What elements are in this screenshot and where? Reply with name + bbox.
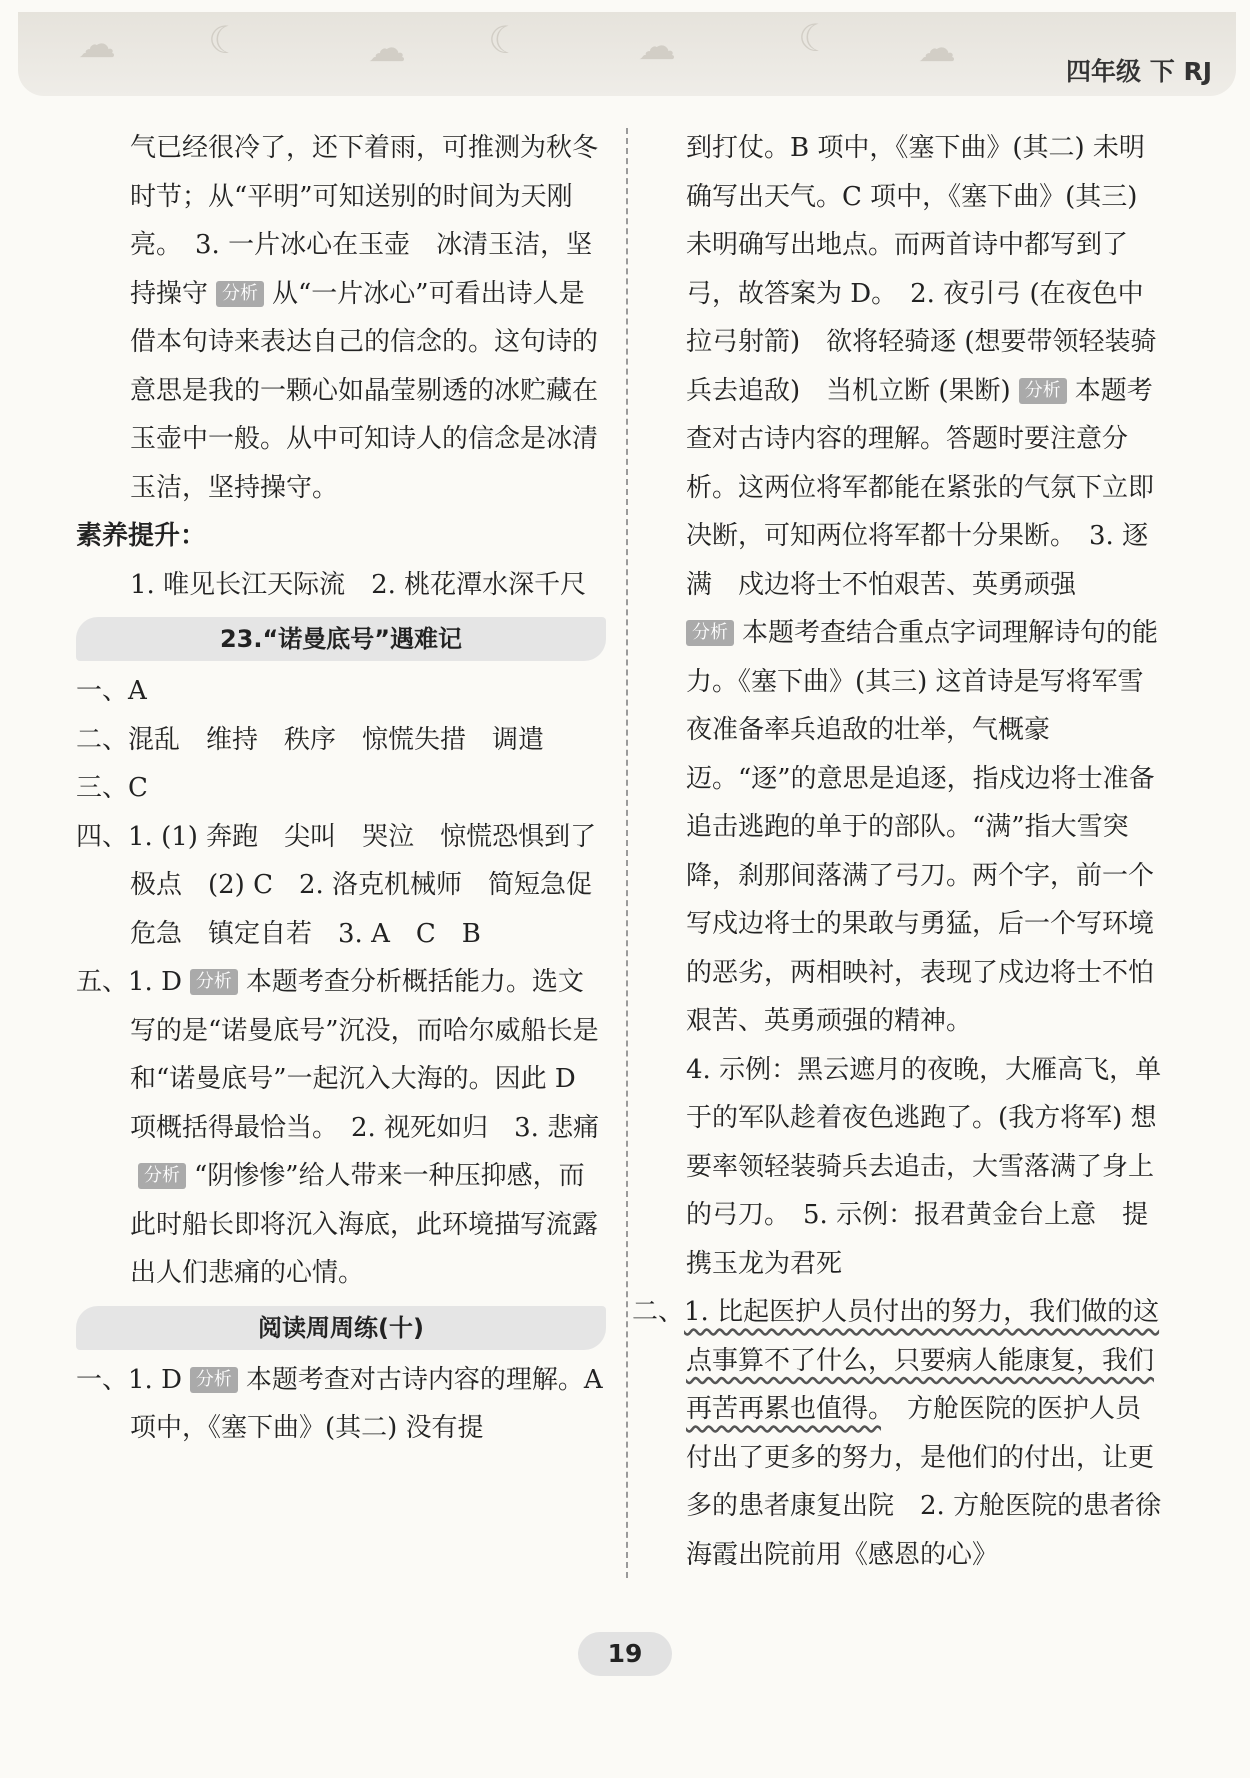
section-title: 23.“诺曼底号”遇难记 (76, 617, 606, 661)
grade-label: 四年级 下 RJ (1066, 57, 1212, 86)
answer-text: 五、1. D (76, 967, 182, 997)
cloud-icon: ☁ (638, 24, 676, 68)
analysis-tag: 分析 (1019, 378, 1067, 404)
analysis-text: 从“一片冰心”可看出诗人是借本句诗来表达自己的信念的。这句诗的意思是我的一颗心如晶莹剔透的冰贮藏在玉壶中一般。从中可知诗人的信念是冰清玉洁，坚持操守。 (130, 278, 599, 503)
analysis-text: 本题考查对古诗内容的理解。答题时要注意分析。这两位将军都能在紧张的气氛下立即决断，可知两位将军都十分果断。 3. 逐 满 戍边将士不怕艰苦、英勇顽强 (686, 375, 1175, 600)
answer-paragraph (76, 958, 606, 1298)
moon-icon: ☾ (208, 18, 243, 62)
analysis-tag: 分析 (190, 969, 238, 995)
left-column (76, 124, 619, 1453)
answer-paragraph (686, 124, 1175, 609)
moon-icon: ☾ (488, 18, 523, 62)
page-header (18, 12, 1236, 96)
answer-paragraph (76, 124, 606, 512)
cloud-icon: ☁ (368, 26, 406, 70)
analysis-tag: 分析 (216, 281, 264, 307)
answer-paragraph: 四、1. (1) 奔跑 尖叫 哭泣 惊慌恐惧到了极点 (2) C 2. 洛克机械师 简短急促 危急 镇定自若 3. A C B (76, 821, 619, 949)
answer-paragraph: 1. 唯见长江天际流 2. 桃花潭水深千尺 (130, 569, 587, 600)
column-divider (626, 128, 628, 1578)
underlined-answer: 1. 比起医护人员付出的努力，我们做的这点事算不了什么，只要病人能康复，我们再苦再累也值得。 (684, 1297, 1160, 1424)
moon-icon: ☾ (798, 16, 833, 60)
answer-paragraph (686, 609, 1166, 1046)
section-title: 阅读周周练(十) (76, 1306, 606, 1350)
analysis-tag: 分析 (138, 1163, 186, 1189)
right-column (632, 124, 1175, 1579)
answer-text: 到打仗。B 项中，《塞下曲》(其二) 未明确写出天气。C 项中，《塞下曲》(其三) 未明确写出地点。而两首诗中都写到了弓，故答案为 D。 2. 夜引弓 (在夜色中拉弓射箭) 欲将轻骑逐 (想要带领轻装骑兵去追敌) 当机立断 (果断) (686, 133, 1157, 406)
answer-line: 二、混乱 维持 秩序 惊慌失措 调遣 (76, 724, 545, 755)
answer-line: 三、C (76, 773, 148, 803)
analysis-text: “阴惨惨”给人带来一种压抑感，而此时船长即将沉入海底，此环境描写流露出人们悲痛的心情。 (130, 1161, 599, 1288)
analysis-text: 本题考查结合重点字词理解诗句的能力。《塞下曲》(其三) 这首诗是写将军雪夜准备率兵追敌的壮举，气概豪迈。“逐”的意思是追逐，指戍边将士准备追击逃跑的单于的部队。“满”指大雪突降，刹那间落满了弓刀。两个字，前一个写戍边将士的果敢与勇猛，后一个写环境的恶劣，两相映衬，表现了戍边将士不怕艰苦、英勇顽强的精神。 (686, 618, 1159, 1036)
answer-text: 一、1. D (76, 1364, 182, 1395)
analysis-text: 本题考查分析概括能力。选文写的是“诺曼底号”沉没，而哈尔威船长是和“诺曼底号”一起沉入大海的。因此 D 项概括得最恰当。 2. 视死如归 3. 悲痛 (130, 967, 600, 1143)
analysis-tag: 分析 (190, 1367, 238, 1393)
analysis-tag: 分析 (686, 620, 734, 646)
cloud-icon: ☁ (918, 26, 956, 70)
answer-line: 一、A (76, 676, 147, 706)
page-number: 19 (578, 1632, 672, 1676)
answer-text: 方舱医院的医护人员付出了更多的努力，是他们的付出，让更多的患者康复出院 2. 方舱医院的患者徐海霞出院前用《感恩的心》 (686, 1394, 1162, 1570)
answer-text: 气已经很冷了，还下着雨，可推测为秋冬时节；从“平明”可知送别的时间为天刚亮。 3. 一片冰心在玉壶 冰清玉洁，坚持操守 (130, 133, 599, 309)
answer-paragraph (76, 1356, 606, 1453)
answer-paragraph (632, 1288, 1166, 1579)
section-label: 素养提升： (76, 521, 207, 551)
question-number: 二、 (632, 1297, 685, 1327)
analysis-text: 本题考查对古诗内容的理解。A 项中，《塞下曲》(其二) 没有提 (130, 1364, 603, 1443)
answer-paragraph: 4. 示例：黑云遮月的夜晚，大雁高飞，单于的军队趁着夜色逃跑了。(我方将军) 想要率领轻装骑兵去追击，大雪落满了身上的弓刀。 5. 示例：报君黄金台上意 提携玉龙为君死 (686, 1054, 1162, 1279)
cloud-icon: ☁ (78, 22, 116, 66)
